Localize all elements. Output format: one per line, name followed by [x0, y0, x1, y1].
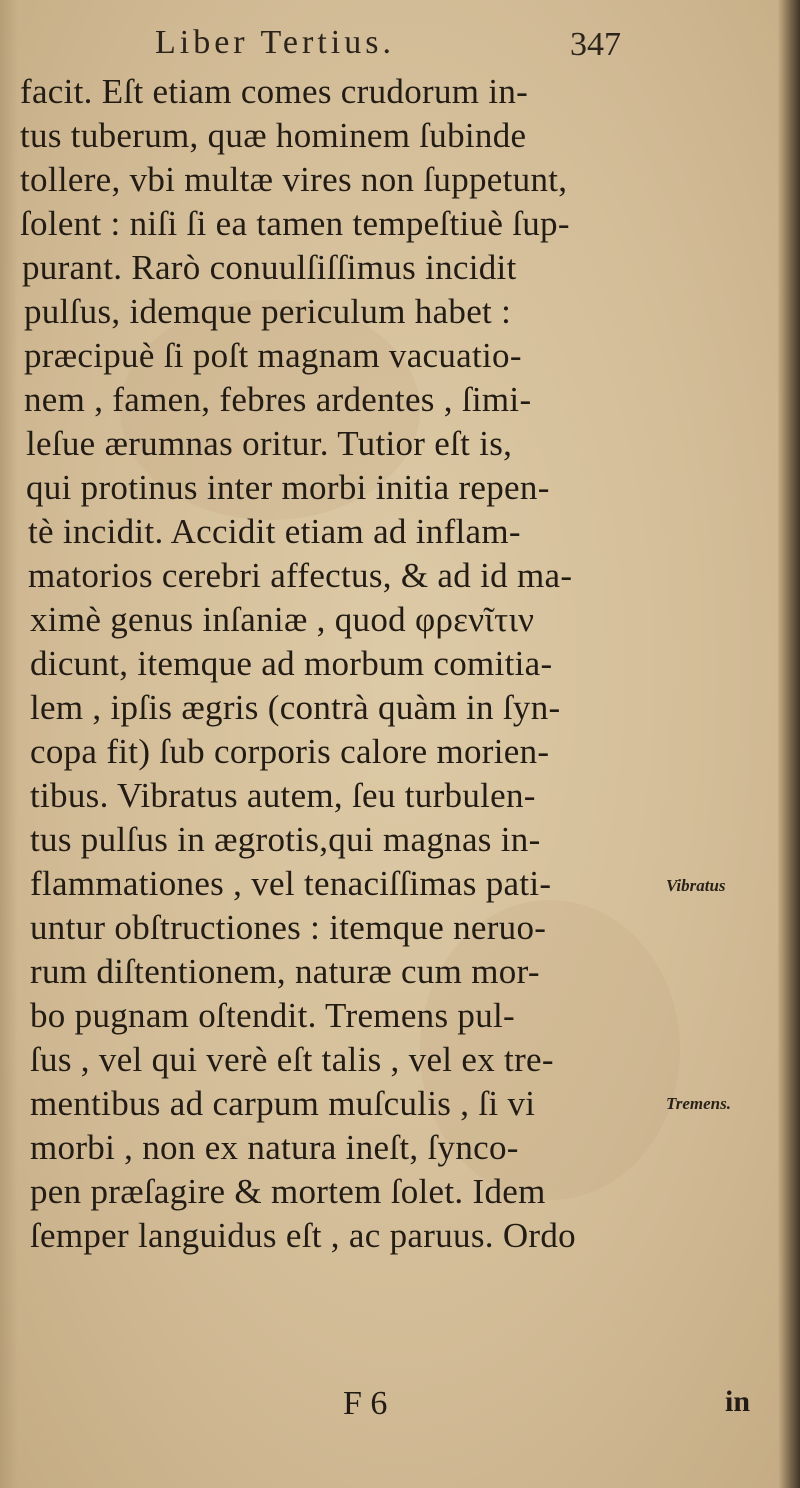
text-line: tibus. Vibratus autem, ſeu turbulen- [30, 776, 536, 815]
text-line: bo pugnam oſtendit. Tremens pul- [30, 996, 516, 1035]
text-line: qui protinus inter morbi initia repen- [26, 468, 550, 507]
text-line: leſue ærumnas oritur. Tutior eſt is, [26, 424, 513, 463]
text-line: lem , ipſis ægris (contrà quàm in ſyn- [30, 688, 561, 727]
text-line: tollere, vbi multæ vires non ſuppetunt, [20, 160, 568, 199]
text-line: ximè genus inſaniæ , quod φρενῖτιν [30, 600, 535, 639]
margin-note-vibratus: Vibratus [666, 876, 726, 895]
text-line: dicunt, itemque ad morbum comitia- [30, 644, 553, 683]
signature-mark: F 6 [343, 1385, 388, 1422]
margin-note-tremens: Tremens. [666, 1094, 732, 1113]
text-line: flammationes , vel tenaciſſimas pati- [30, 864, 552, 903]
text-line: untur obſtructiones : itemque neruo- [30, 908, 547, 947]
text-line: tus pulſus in ægrotis,qui magnas in- [30, 820, 541, 859]
text-line: copa fit) ſub corporis calore morien- [30, 732, 550, 771]
text-line: purant. Rarò conuulſiſſimus incidit [22, 248, 517, 287]
page-number: 347 [570, 26, 621, 63]
text-line: tè incidit. Accidit etiam ad inflam- [28, 512, 521, 551]
text-line: tus tuberum, quæ hominem ſubinde [20, 116, 527, 155]
text-line: ſolent : niſi ſi ea tamen tempeſtiuè ſup- [20, 204, 570, 243]
page-gutter [778, 0, 800, 1488]
catchword: in [725, 1385, 751, 1418]
text-line: pen præſagire & mortem ſolet. Idem [30, 1172, 546, 1211]
text-line: pulſus, idemque periculum habet : [24, 292, 512, 331]
text-line: præcipuè ſi poſt magnam vacuatio- [24, 336, 522, 375]
text-line: ſus , vel qui verè eſt talis , vel ex tre- [30, 1040, 554, 1079]
text-line: morbi , non ex natura ineſt, ſynco- [30, 1128, 519, 1167]
page-edge-shadow [0, 0, 18, 1488]
text-line: mentibus ad carpum muſculis , ſi vi [30, 1084, 536, 1123]
text-line: rum diſtentionem, naturæ cum mor- [30, 952, 540, 991]
text-line: matorios cerebri affectus, & ad id ma- [28, 556, 573, 595]
text-line: nem , famen, febres ardentes , ſimi- [24, 380, 532, 419]
text-line: ſemper languidus eſt , ac paruus. Ordo [30, 1216, 576, 1255]
text-line: facit. Eſt etiam comes crudorum in- [20, 72, 529, 111]
running-head: Liber Tertius. [155, 24, 395, 61]
